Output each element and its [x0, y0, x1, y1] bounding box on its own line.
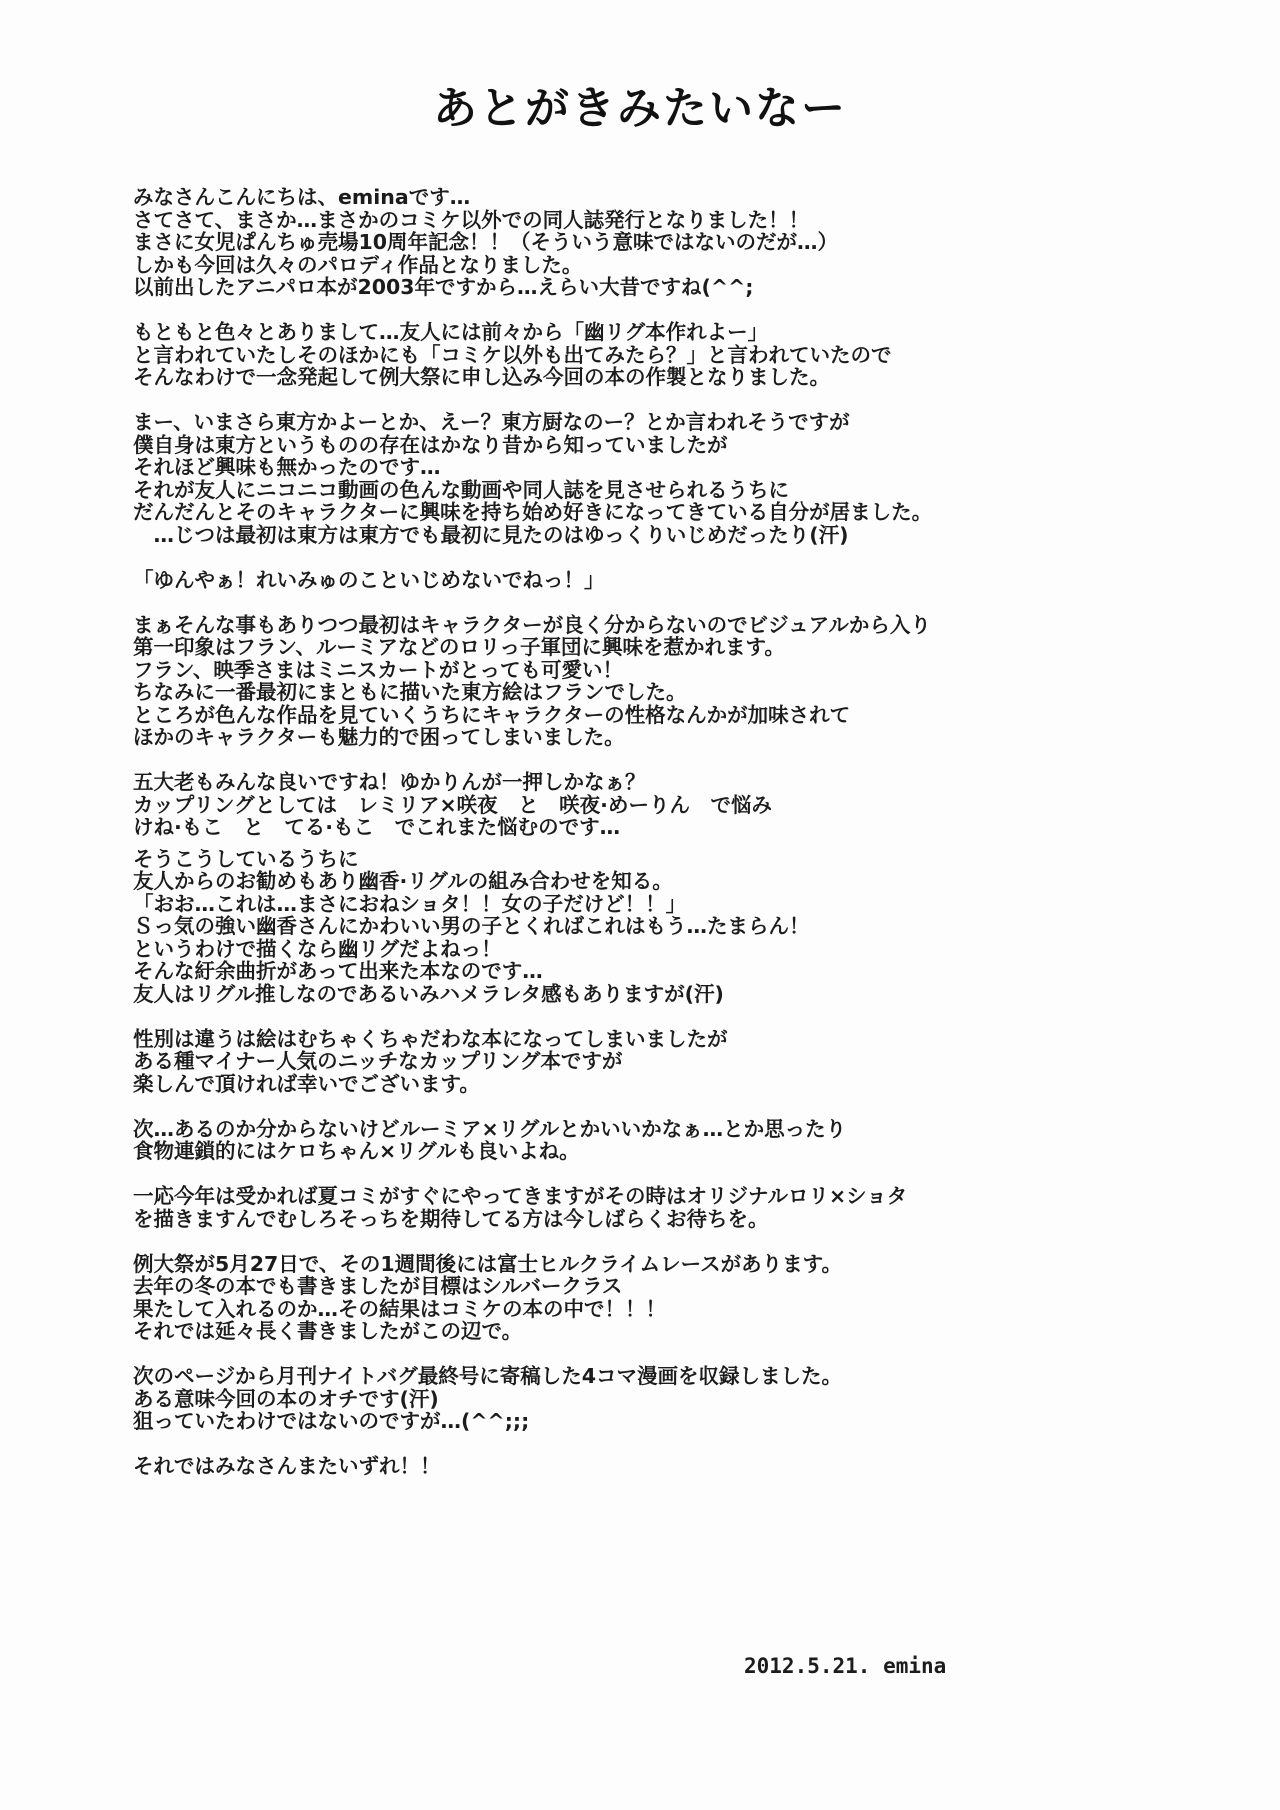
text-line: 性別は違うは絵はむちゃくちゃだわな本になってしまいましたが — [133, 1026, 728, 1051]
paragraph — [133, 321, 1133, 389]
text-line: それでは延々長く書きましたがこの辺で。 — [133, 1319, 523, 1343]
text-line: 去年の冬の本でも書きましたが目標はシルバークラス — [133, 1274, 623, 1298]
text-line: しかも今回は久々のパロディ作品となりました。 — [133, 252, 583, 277]
text-line: 楽しんで頂ければ幸いでございます。 — [133, 1071, 480, 1096]
text-line: を描きますんでむしろそっちを期待してる方は今しばらくお待ちを。 — [133, 1206, 769, 1231]
paragraph — [133, 771, 1133, 839]
text-line: 果たして入れるのか…その結果はコミケの本の中で！！！ — [133, 1296, 666, 1321]
text-line: もともと色々とありまして…友人には前々から「幽リグ本作れよー」 — [133, 320, 769, 344]
paragraph — [133, 411, 1133, 546]
text-line: 狙っていたわけではないのですが…(^^;;; — [133, 1409, 530, 1433]
text-line: ところが色んな作品を見ていくうちにキャラクターの性格なんかが加味されて — [133, 702, 851, 727]
paragraph — [133, 569, 1133, 592]
text-line: というわけで描くなら幽リグだよねっ！ — [133, 936, 502, 961]
text-line: それほど興味も無かったのです… — [133, 455, 441, 479]
text-line: まー、いまさら東方かよーとか、えー？東方厨なのー？とか言われそうですが — [133, 410, 850, 434]
text-line: 僕自身は東方というものの存在はかなり昔から知っていましたが — [133, 432, 728, 457]
text-line: ある種マイナー人気のニッチなカップリング本ですが — [133, 1049, 623, 1073]
text-line: だんだんとそのキャラクターに興味を持ち始め好きになってきている自分が居ました。 — [133, 500, 933, 524]
text-line: まぁそんな事もありつつ最初はキャラクターが良く分からないのでビジュアルから入り — [133, 612, 931, 637]
paragraph — [133, 1118, 1133, 1163]
paragraph — [133, 848, 1133, 1006]
paragraph — [133, 1253, 1133, 1343]
text-line: 食物連鎖的にはケロちゃん×リグルも良いよね。 — [133, 1139, 580, 1163]
page-title: あとがきみたいなー — [433, 83, 847, 134]
text-line: さてさて、まさか…まさかのコミケ以外での同人誌発行となりました！！ — [133, 207, 810, 232]
paragraph — [133, 1028, 1133, 1096]
paragraph — [133, 1365, 1133, 1433]
paragraph — [133, 1185, 1133, 1230]
paragraph — [133, 1455, 1133, 1478]
text-line: 友人からのお勧めもあり幽香·リグルの組み合わせを知る。 — [133, 869, 673, 893]
paragraph — [133, 614, 1133, 749]
text-line: カップリングとしては レミリア×咲夜 と 咲夜·めーりん で悩み — [133, 792, 772, 817]
text-line: …じつは最初は東方は東方でも最初に見たのはゆっくりいじめだったり(汗) — [133, 522, 849, 547]
text-line: 以前出したアニパロ本が2003年ですから…えらい大昔ですね(^^; — [133, 275, 754, 299]
text-line: Ｓっ気の強い幽香さんにかわいい男の子とくればこれはもう…たまらん！ — [133, 914, 810, 938]
text-line: 五大老もみんな良いですね！ゆかりんが一押しかなぁ？ — [133, 770, 646, 794]
text-line: そうこうしているうちに — [133, 846, 359, 871]
text-line: ほかのキャラクターも魅力的で困ってしまいました。 — [133, 725, 625, 749]
text-line: 例大祭が5月27日で、その1週間後には富士ヒルクライムレースがあります。 — [133, 1251, 842, 1276]
text-line: 第一印象はフラン、ルーミアなどのロリっ子軍団に興味を惹かれます。 — [133, 635, 785, 659]
text-line: みなさんこんにちは、eminaです… — [133, 185, 471, 209]
text-line: それが友人にニコニコ動画の色んな動画や同人誌を見させられるうちに — [133, 477, 789, 502]
signature-date: 2012.5.21. emina — [744, 1654, 947, 1678]
text-line: 友人はリグル推しなのであるいみハメラレタ感もありますが(汗) — [133, 981, 724, 1006]
text-line: そんな紆余曲折があって出来た本なのです… — [133, 959, 543, 983]
text-line: 次…あるのか分からないけどルーミア×リグルとかいいかなぁ…とか思ったり — [133, 1116, 847, 1141]
text-line: 「おお…これは…まさにおねショタ！！女の子だけど！！」 — [133, 891, 687, 916]
text-line: ある意味今回の本のオチです(汗) — [133, 1386, 439, 1411]
text-line: フラン、映季さまはミニスカートがとっても可愛い！ — [133, 657, 623, 682]
paragraph — [133, 186, 1133, 299]
text-line: 「ゆんやぁ！れいみゅのこといじめないでねっ！」 — [133, 567, 605, 592]
text-line: 一応今年は受かれば夏コミがすぐにやってきますがその時はオリジナルロリ×ショタ — [133, 1184, 908, 1208]
text-line: それではみなさんまたいずれ！！ — [133, 1454, 441, 1478]
text-line: ちなみに一番最初にまともに描いた東方絵はフランでした。 — [133, 680, 687, 704]
text-line: まさに女児ぱんちゅ売場10周年記念！！（そういう意味ではないのだが…） — [133, 230, 839, 254]
afterword-body — [133, 186, 1133, 1500]
text-line: そんなわけで一念発起して例大祭に申し込み今回の本の作製となりました。 — [133, 365, 830, 389]
text-line: 次のページから月刊ナイトバグ最終号に寄稿した4コマ漫画を収録しました。 — [133, 1364, 843, 1388]
text-line: けね·もこ と てる·もこ でこれまた悩むのです… — [133, 815, 621, 839]
text-line: と言われていたしそのほかにも「コミケ以外も出てみたら？」と言われていたので — [133, 342, 892, 367]
